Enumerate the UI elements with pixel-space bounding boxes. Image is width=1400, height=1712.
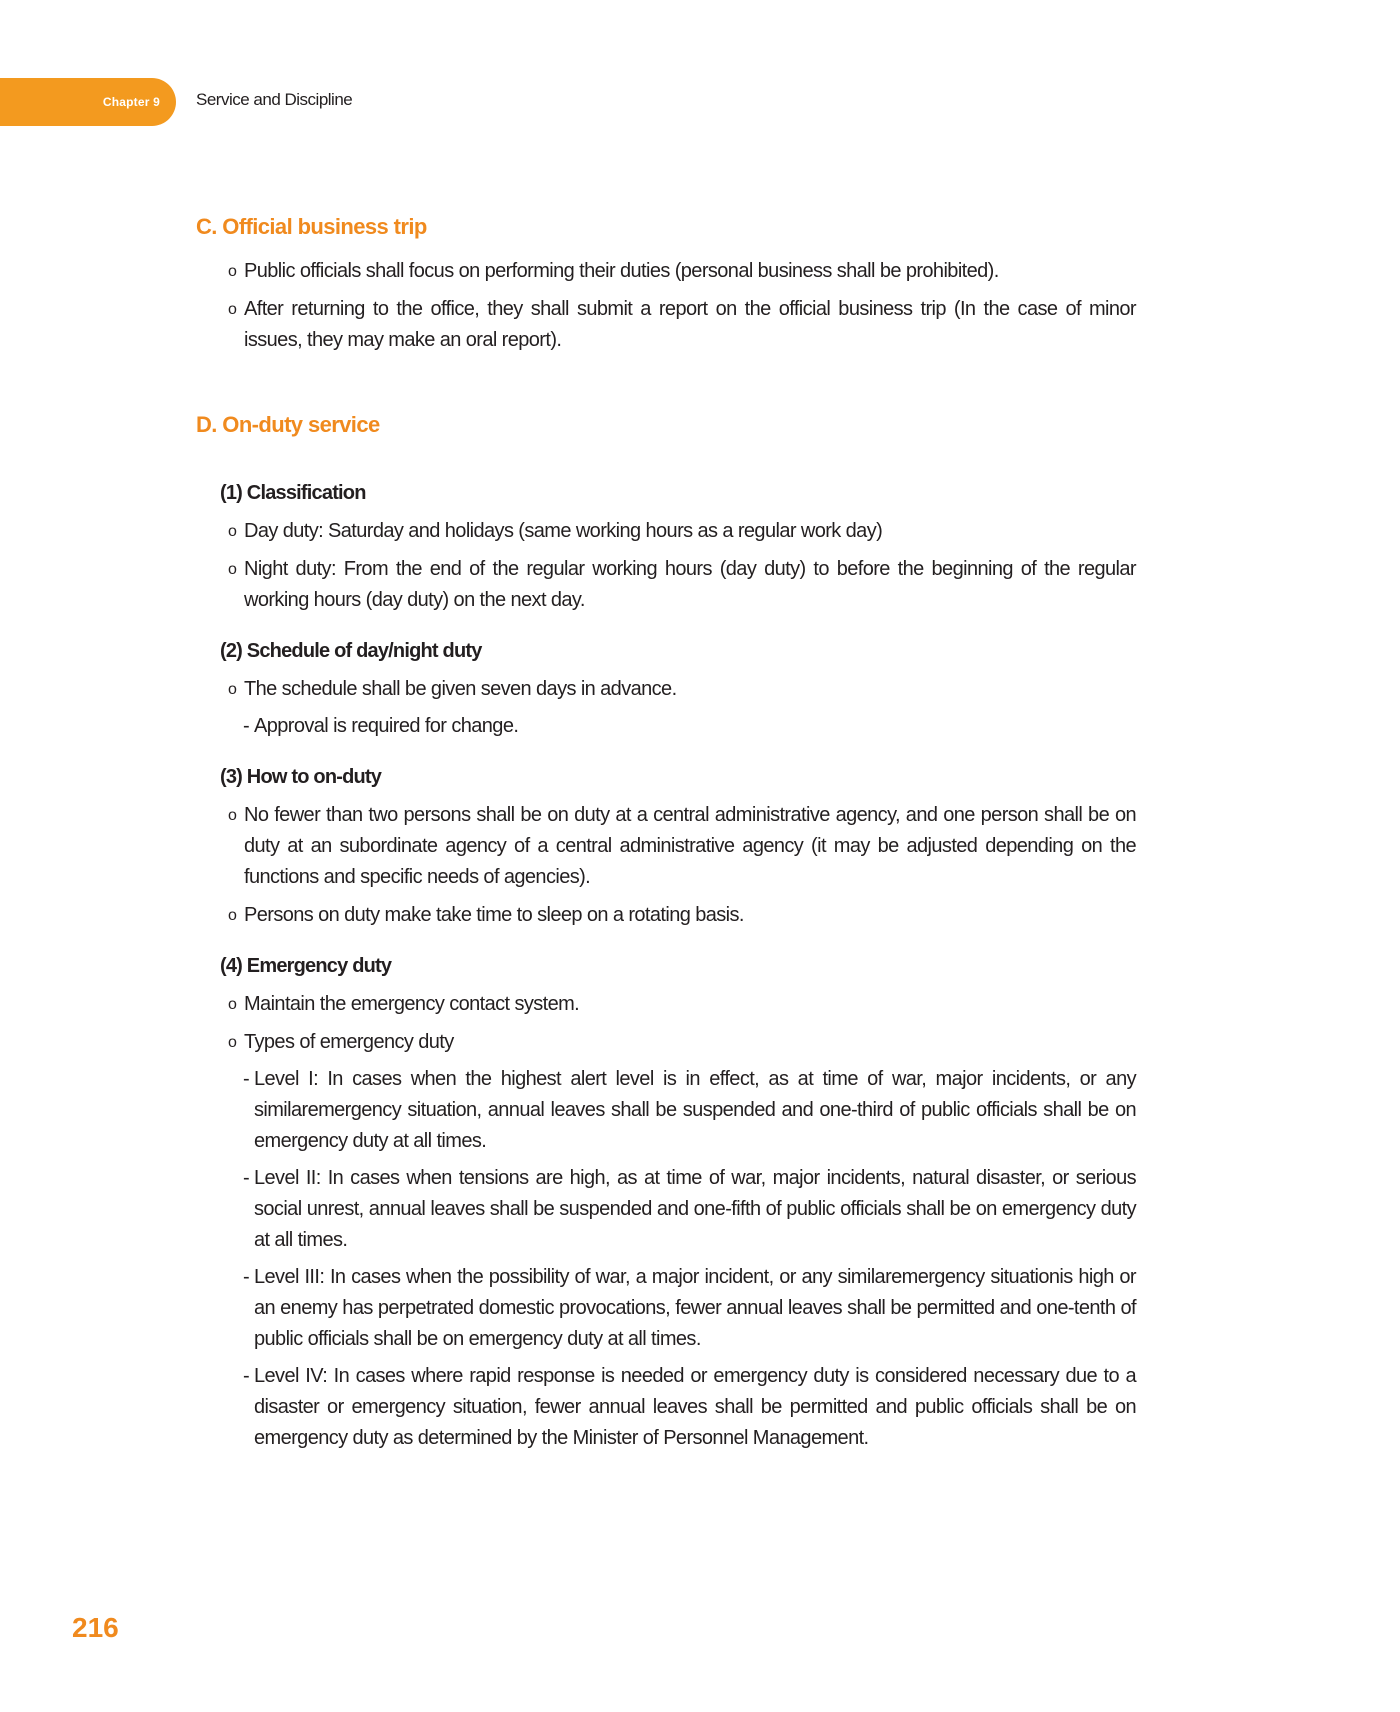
sub-list-item: - Level I: In cases when the highest alert level is in effect, as at time of war, major incidents, or any similaremergency situation, annual leaves shall be suspended and one-third of public officials shall be on emergency duty at all times. <box>196 1064 1136 1157</box>
list-item: o Day duty: Saturday and holidays (same working hours as a regular work day) <box>196 516 1136 547</box>
subheading-schedule: (2) Schedule of day/night duty <box>220 640 482 662</box>
subheading-emergency-duty: (4) Emergency duty <box>220 955 392 977</box>
list-item: o The schedule shall be given seven days in advance. <box>196 674 1136 705</box>
bullet-icon: o <box>228 907 237 924</box>
chapter-tab <box>0 78 176 126</box>
section-title-on-duty-service: D. On-duty service <box>196 412 380 437</box>
list-item: o After returning to the office, they shall submit a report on the official business trip (In the case of minor issues, they may make an oral report). <box>196 294 1136 356</box>
section-title-official-business-trip: C. Official business trip <box>196 214 427 239</box>
dash-icon: - <box>243 715 250 737</box>
bullet-icon: o <box>228 681 237 698</box>
bullet-icon: o <box>228 1034 237 1051</box>
sub-list-item: - Approval is required for change. <box>196 711 1136 742</box>
sub-list-item: - Level IV: In cases where rapid response is needed or emergency duty is considered necessary due to a disaster or emergency situation, fewer annual leaves shall be permitted and public officials shall be on emergency duty as determined by the Minister of Personnel Management. <box>196 1361 1136 1454</box>
dash-icon: - <box>243 1068 250 1090</box>
bullet-icon: o <box>228 561 237 578</box>
list-item: o Types of emergency duty <box>196 1027 1136 1058</box>
sub-list-item: - Level III: In cases when the possibility of war, a major incident, or any similaremergency situationis high or an enemy has perpetrated domestic provocations, fewer annual leaves shall be permitted and one-tenth of public officials shall be on emergency duty at all times. <box>196 1262 1136 1355</box>
page-number: 216 <box>72 1612 119 1643</box>
dash-icon: - <box>243 1167 250 1189</box>
list-item: o Public officials shall focus on performing their duties (personal business shall be prohibited). <box>196 256 1136 287</box>
chapter-label: Chapter 9 <box>102 95 160 109</box>
bullet-icon: o <box>228 996 237 1013</box>
list-item: o Persons on duty make take time to sleep on a rotating basis. <box>196 900 1136 931</box>
subheading-classification: (1) Classification <box>220 482 366 504</box>
chapter-title: Service and Discipline <box>196 90 353 109</box>
dash-icon: - <box>243 1365 250 1387</box>
list-item: o Maintain the emergency contact system. <box>196 989 1136 1020</box>
list-item: o Night duty: From the end of the regular working hours (day duty) to before the beginning of the regular working hours (day duty) on the next day. <box>196 554 1136 616</box>
dash-icon: - <box>243 1266 250 1288</box>
bullet-icon: o <box>228 807 237 824</box>
bullet-icon: o <box>228 301 237 318</box>
bullet-icon: o <box>228 523 237 540</box>
list-item: o No fewer than two persons shall be on duty at a central administrative agency, and one person shall be on duty at an subordinate agency of a central administrative agency (it may be adjusted depending on the functions and specific needs of agencies). <box>196 800 1136 893</box>
page-content <box>196 214 1136 1454</box>
sub-list-item: - Level II: In cases when tensions are high, as at time of war, major incidents, natural disaster, or serious social unrest, annual leaves shall be suspended and one-fifth of public officials shall be on emergency duty at all times. <box>196 1163 1136 1256</box>
bullet-icon: o <box>228 263 237 280</box>
subheading-how-to-on-duty: (3) How to on-duty <box>220 766 382 788</box>
